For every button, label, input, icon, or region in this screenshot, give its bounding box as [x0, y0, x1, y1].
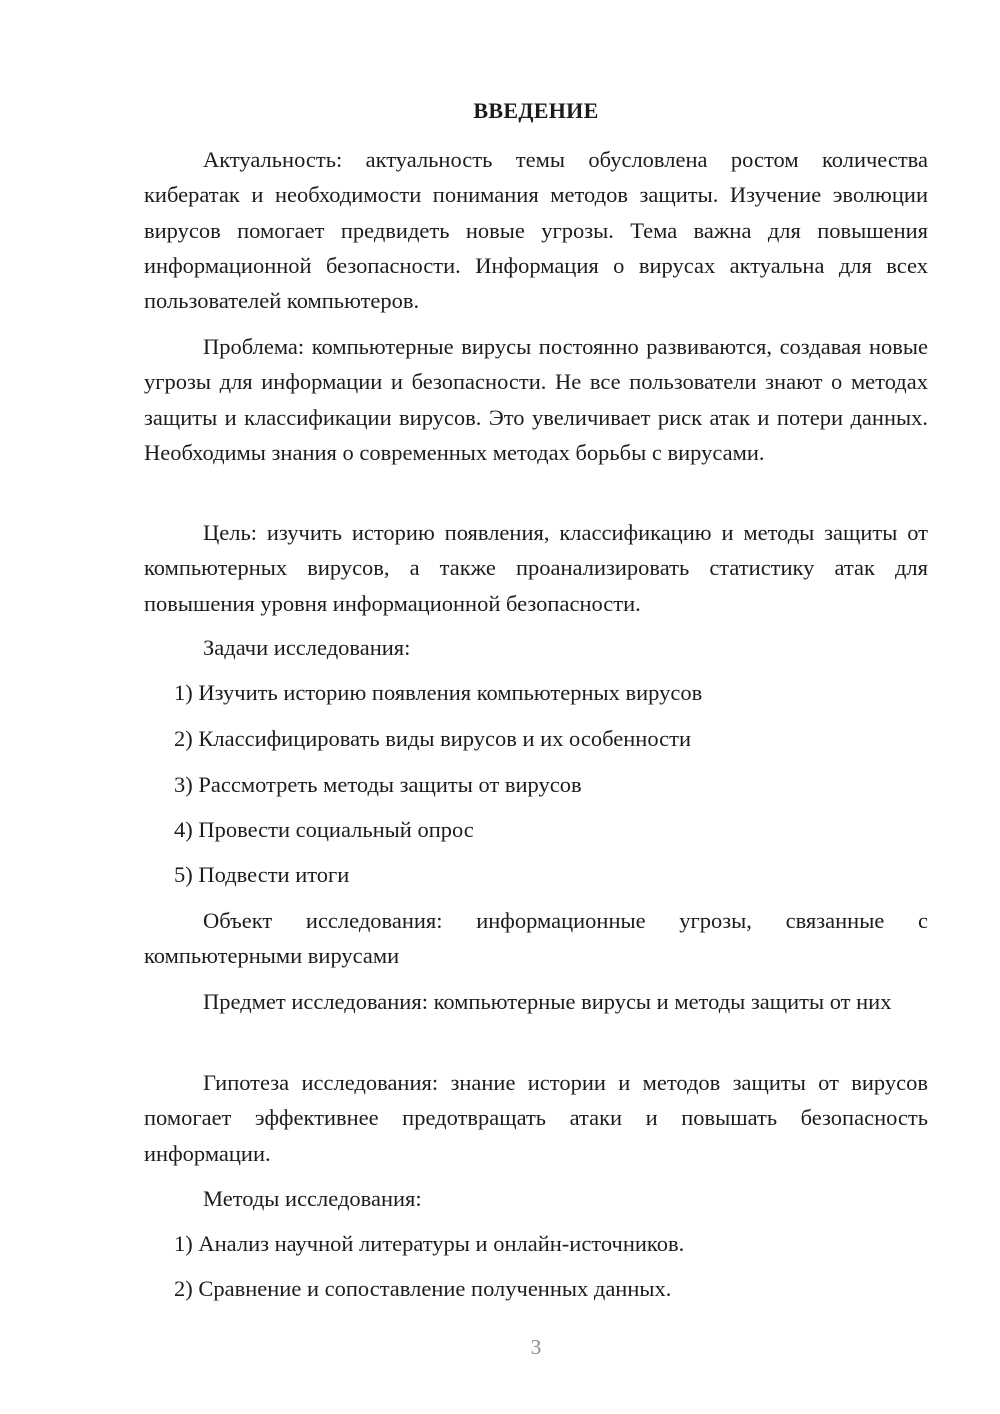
page-title: ВВЕДЕНИЕ	[473, 98, 599, 123]
task-item-3: 3) Рассмотреть методы защиты от вирусов	[174, 772, 582, 797]
task-item-5: 5) Подвести итоги	[174, 862, 350, 887]
problem-paragraph: Проблема: компьютерные вирусы постоянно развиваются, создавая новые угрозы для информации и безопасности. Не все пользователи знают о методах защиты и классификации вирусов. Это увеличивает риск атак и потери данных. Необходимы знания о современных методах борьбы с вирусами.	[144, 334, 928, 465]
task-item-1: 1) Изучить историю появления компьютерных вирусов	[174, 680, 703, 705]
object-paragraph: Объект исследования: информационные угрозы, связанные с компьютерными вирусами	[144, 908, 928, 969]
relevance-paragraph: Актуальность: актуальность темы обусловлена ростом количества кибератак и необходимости понимания методов защиты. Изучение эволюции вирусов помогает предвидеть новые угрозы. Тема важна для повышения информационной безопасности. Информация о вирусах актуальна для всех пользователей компьютеров.	[144, 147, 928, 314]
methods-title: Методы исследования:	[203, 1186, 422, 1211]
subject-paragraph: Предмет исследования: компьютерные вирусы и методы защиты от них	[203, 989, 892, 1014]
task-item-2: 2) Классифицировать виды вирусов и их особенности	[174, 726, 691, 751]
method-item-1: 1) Анализ научной литературы и онлайн-источников.	[174, 1231, 685, 1256]
method-item-2: 2) Сравнение и сопоставление полученных данных.	[174, 1276, 672, 1301]
page-number: 3	[530, 1335, 542, 1359]
tasks-title: Задачи исследования:	[203, 635, 411, 660]
goal-paragraph: Цель: изучить историю появления, классификацию и методы защиты от компьютерных вирусов, а также проанализировать статистику атак для повышения уровня информационной безопасности.	[144, 520, 928, 616]
hypothesis-paragraph: Гипотеза исследования: знание истории и методов защиты от вирусов помогает эффективнее предотвращать атаки и повышать безопасность информации.	[144, 1070, 928, 1166]
task-item-4: 4) Провести социальный опрос	[174, 817, 474, 842]
